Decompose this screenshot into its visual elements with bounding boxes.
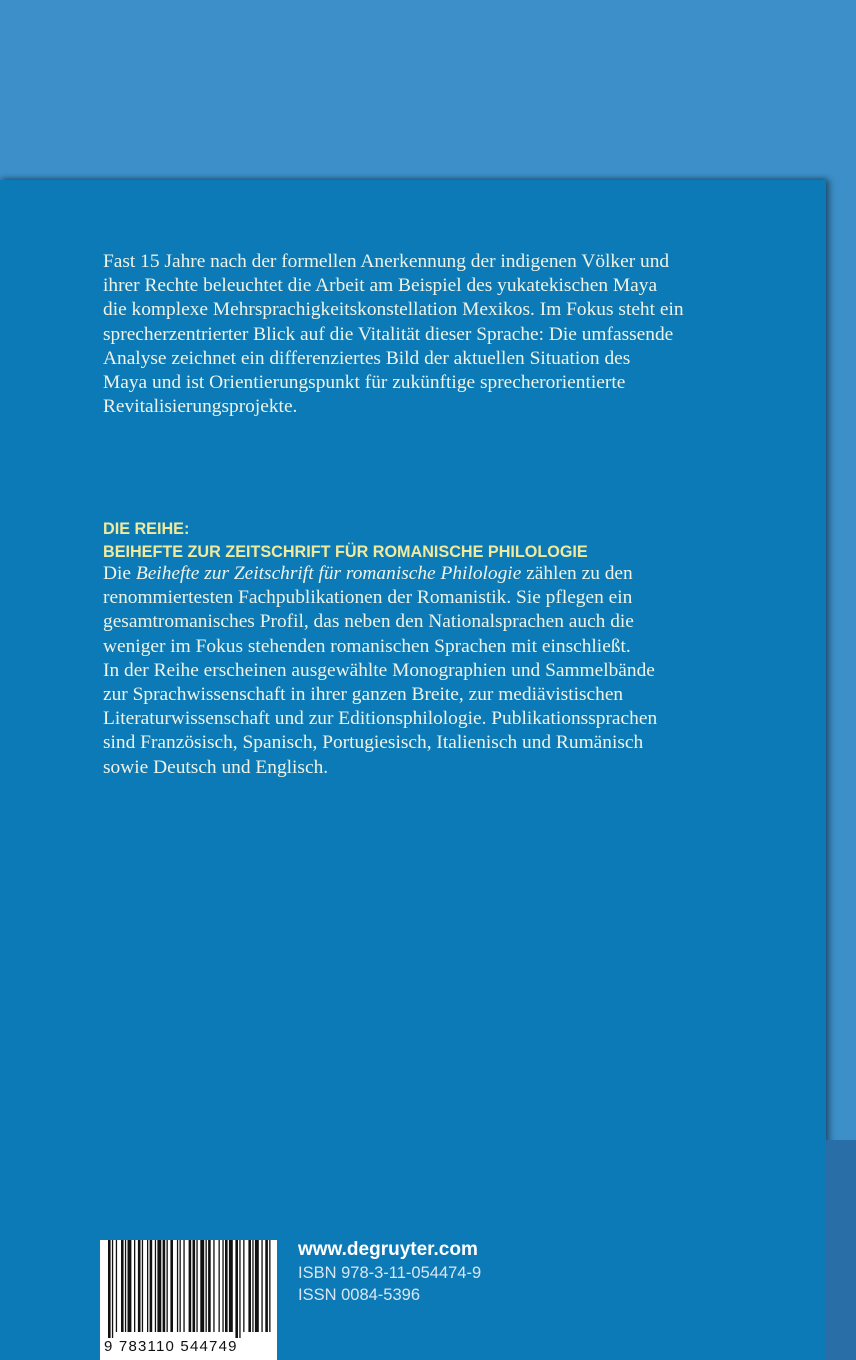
spine-edge — [826, 1140, 856, 1360]
barcode-bar — [134, 1240, 135, 1332]
barcode-bar — [150, 1240, 153, 1332]
barcode-bars — [106, 1240, 272, 1340]
barcode-bar — [222, 1240, 223, 1332]
barcode-bar — [239, 1240, 240, 1338]
barcode-bar — [206, 1240, 207, 1332]
series-title: Beihefte zur Zeitschrift für romanische Philologie — [135, 563, 522, 584]
barcode-bar — [177, 1240, 178, 1332]
barcode-bar — [112, 1240, 113, 1338]
barcode-bar — [183, 1240, 184, 1332]
barcode-bar — [128, 1240, 132, 1332]
barcode-bar — [229, 1240, 233, 1332]
barcode-bar — [196, 1240, 197, 1332]
barcode-bar — [155, 1240, 156, 1332]
series-heading — [103, 518, 753, 564]
barcode-bar — [255, 1240, 259, 1332]
series-intro: Die — [103, 563, 136, 584]
barcode-bar — [116, 1240, 117, 1332]
barcode-bar — [121, 1240, 124, 1332]
barcode-bar — [163, 1240, 166, 1332]
issn-number: ISSN 0084-5396 — [298, 1286, 421, 1304]
barcode-bar — [193, 1240, 196, 1332]
barcode-bar — [225, 1240, 228, 1332]
barcode-bar — [261, 1240, 262, 1332]
barcode-bar — [213, 1240, 214, 1332]
book-blurb: Fast 15 Jahre nach der formellen Anerkennung der indigenen Völker und ihrer Rechte beleuchtet die Arbeit am Beispiel des yukatekischen Maya die komplexe Mehrsprachigkeitskonstellation Mexikos. Im Fokus steht ein sprecherzentrierter Blick auf die Vitalität dieser Sprache: Die umfassende Analyse zeichnet ein differenziertes Bild der aktuellen Situation des Maya und ist Orientierungspunkt für zukünftige sprecherorientierte Revitalisierungsprojekte. — [103, 251, 684, 418]
barcode-bar — [170, 1240, 173, 1332]
series-description — [103, 562, 753, 780]
barcode-bar — [138, 1240, 141, 1332]
barcode-bar — [167, 1240, 168, 1332]
barcode-bar — [219, 1240, 220, 1332]
barcode-bar — [125, 1240, 126, 1332]
barcode-bar — [248, 1240, 251, 1332]
barcode-bar — [252, 1240, 253, 1332]
series-body: zählen zu den renommiertesten Fachpublikationen der Romanistik. Sie pflegen ein gesamtromanisches Profil, das neben den Nationalsprachen auch die weniger im Fokus stehenden romanischen Sprachen mit einschließt. In der Reihe erscheinen ausgewählte Monographien und Sammelbände zur Sprachwissenschaft in ihrer ganzen Breite, zur mediävistischen Literaturwissenschaft und zur Editionsphilologie. Publikationssprachen sind Französisch, Spanisch, Portugiesisch, Italienisch und Rumänisch sowie Deutsch und Englisch. — [103, 563, 658, 778]
barcode-digits: 9 783110 544749 — [104, 1338, 238, 1355]
isbn-number: ISBN 978-3-11-054474-9 — [298, 1264, 482, 1282]
barcode-bar — [147, 1240, 148, 1332]
barcode-bar — [235, 1240, 238, 1338]
series-heading-line1: DIE REIHE: — [103, 520, 190, 538]
barcode-bar — [180, 1240, 181, 1332]
barcode-bar — [208, 1240, 211, 1332]
barcode-bar — [157, 1240, 161, 1332]
barcode-bar — [200, 1240, 204, 1332]
barcode-bar — [243, 1240, 244, 1332]
barcode — [100, 1240, 277, 1360]
barcode-bar — [265, 1240, 268, 1332]
barcode-bar — [142, 1240, 143, 1332]
barcode-bar — [269, 1240, 270, 1332]
publisher-info — [298, 1238, 481, 1306]
publisher-url[interactable]: www.degruyter.com — [298, 1239, 478, 1260]
barcode-bar — [108, 1240, 111, 1338]
series-heading-line2: BEIHEFTE ZUR ZEITSCHRIFT FÜR ROMANISCHE PHILOLOGIE — [103, 543, 588, 561]
barcode-bar — [189, 1240, 192, 1332]
